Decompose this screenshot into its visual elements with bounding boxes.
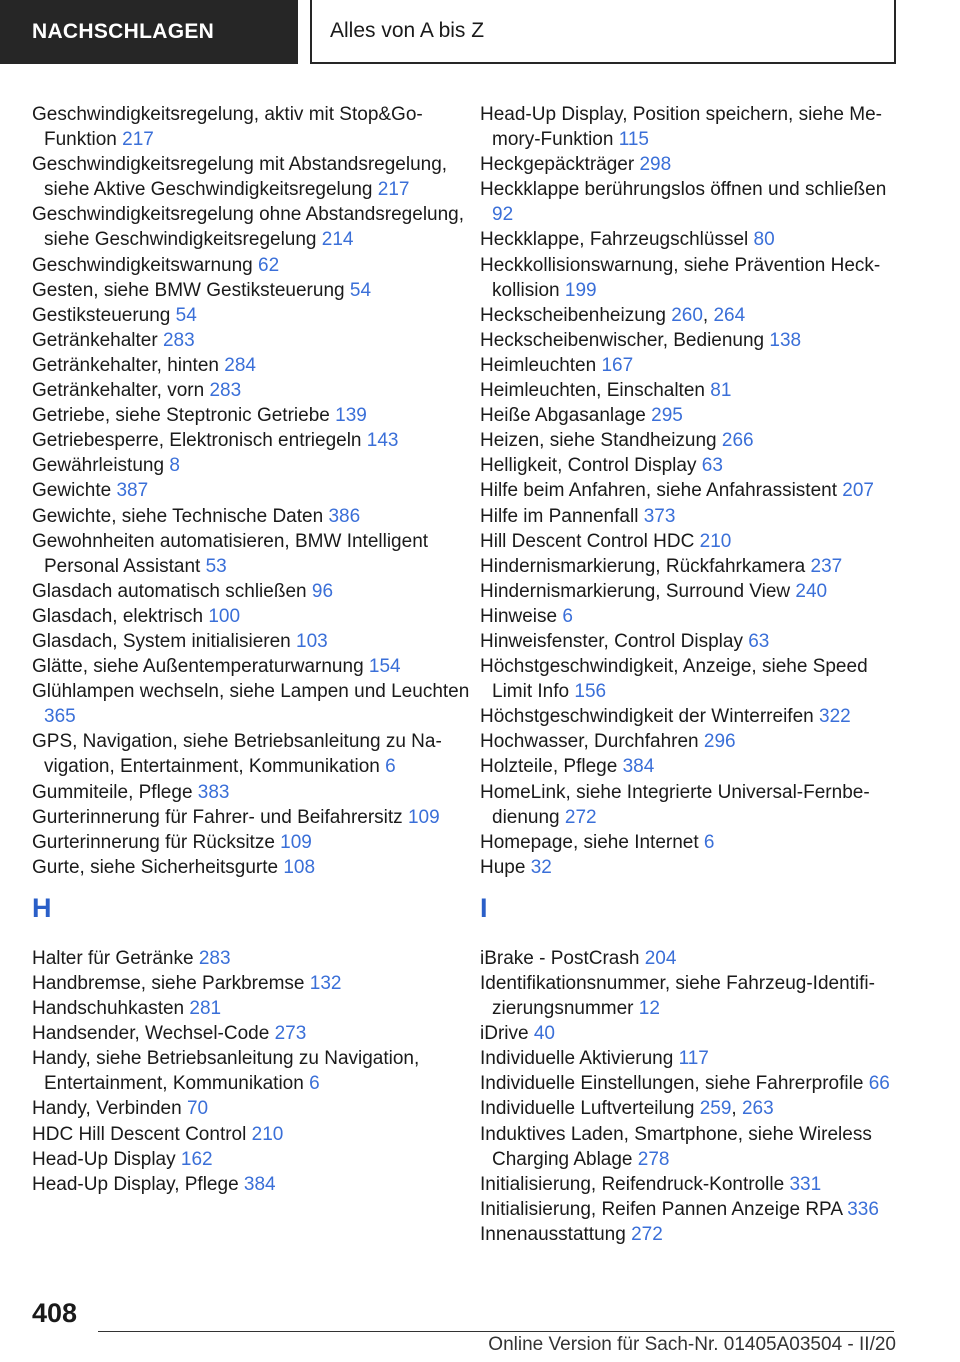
page-link[interactable]: 281 — [189, 998, 222, 1020]
index-column-right — [480, 102, 900, 1247]
index-term: Heimleuchten — [480, 354, 597, 376]
page-link[interactable]: 207 — [842, 480, 874, 502]
index-term: Initialisierung, Reifendruck-Kontrolle — [480, 1173, 785, 1195]
index-entry — [32, 780, 472, 805]
index-term: Hinweise — [480, 605, 558, 627]
page-link[interactable]: 154 — [368, 656, 401, 678]
page-link[interactable]: 272 — [631, 1223, 663, 1245]
index-term: Gurterinnerung für Rücksitze — [32, 831, 275, 853]
index-entry — [32, 805, 472, 830]
index-entry — [480, 1122, 900, 1172]
page-link[interactable]: 273 — [274, 1023, 307, 1045]
page-link[interactable]: 143 — [366, 430, 399, 452]
index-entry — [480, 754, 900, 779]
index-entry — [32, 102, 472, 152]
index-term: GPS, Navigation, siehe Betriebsanleitung zu Navigation, Entertainment, Kommunikation — [32, 731, 442, 778]
index-entry — [480, 353, 900, 378]
index-term: Halter für Getränke — [32, 947, 194, 969]
index-term: Heckklappe, Fahrzeugschlüssel — [480, 229, 749, 251]
page-link[interactable]: 109 — [407, 806, 440, 828]
page-link[interactable]: 92 — [492, 204, 514, 226]
index-entry — [480, 654, 900, 704]
page-link[interactable]: 210 — [251, 1123, 284, 1145]
page-link[interactable]: 62 — [258, 254, 280, 276]
index-entry — [32, 579, 472, 604]
index-term: Head-Up Display, Position speichern, siehe Memory-Funktion — [480, 104, 882, 151]
index-term: Geschwindigkeitswarnung — [32, 254, 253, 276]
index-term: Handschuhkasten — [32, 998, 185, 1020]
index-entry — [480, 1222, 900, 1247]
index-term: Getränkehalter, hinten — [32, 354, 219, 376]
page-link[interactable]: 373 — [643, 505, 676, 527]
index-term: Homepage, siehe Internet — [480, 831, 699, 853]
index-entry — [480, 428, 900, 453]
index-term: iDrive — [480, 1023, 529, 1045]
index-term: Heckklappe berührungslos öffnen und schließen — [480, 179, 887, 201]
page-link[interactable]: 384 — [622, 756, 655, 778]
footer-divider — [98, 1331, 894, 1332]
page-link[interactable]: 139 — [335, 405, 367, 427]
index-entry — [32, 478, 472, 503]
page-link[interactable]: 6 — [309, 1073, 320, 1095]
page-link[interactable]: 331 — [789, 1173, 822, 1195]
index-term: Glasdach, elektrisch — [32, 605, 204, 627]
index-term: Heiße Abgasanlage — [480, 405, 646, 427]
page-link[interactable]: 81 — [710, 380, 732, 402]
page-link[interactable]: 204 — [644, 947, 677, 969]
page-link[interactable]: 383 — [197, 781, 230, 803]
index-entry — [32, 453, 472, 478]
index-term: Geschwindigkeitsregelung, aktiv mit Stop&Go-Funktion — [32, 104, 423, 151]
index-entry — [32, 152, 472, 202]
index-entry — [32, 729, 472, 779]
index-term: Hupe — [480, 856, 526, 878]
index-entry — [32, 1172, 472, 1197]
page-link[interactable]: 6 — [385, 756, 396, 778]
index-term: Höchstgeschwindigkeit der Winterreifen — [480, 706, 814, 728]
index-entry — [480, 152, 900, 177]
index-entry — [32, 1046, 472, 1096]
index-entry — [480, 403, 900, 428]
page-link[interactable]: 70 — [186, 1098, 209, 1120]
index-entry — [32, 253, 472, 278]
index-letter-h: H — [32, 892, 52, 923]
index-entry — [32, 946, 472, 971]
index-term: Heizen, siehe Standheizung — [480, 430, 717, 452]
index-term: Gewichte, siehe Technische Daten — [32, 505, 324, 527]
page-link[interactable]: 322 — [819, 706, 851, 728]
footer-text: Online Version für Sach-Nr. 01405A03504 - II/20 — [488, 1334, 896, 1355]
page-link[interactable]: 260 — [671, 304, 703, 326]
index-term: Getränkehalter — [32, 329, 158, 351]
index-entry — [480, 504, 900, 529]
index-term: Gummiteile, Pflege — [32, 781, 193, 803]
index-entry — [480, 1071, 900, 1096]
index-entry — [32, 971, 472, 996]
page-link[interactable]: 210 — [699, 530, 732, 552]
index-term: Hilfe im Pannenfall — [480, 505, 639, 527]
index-term: Hilfe beim Anfahren, siehe Anfahrassistent — [480, 480, 837, 502]
page-link[interactable]: 283 — [198, 947, 231, 969]
page-link[interactable]: 296 — [703, 731, 736, 753]
index-term: Handbremse, siehe Parkbremse — [32, 973, 305, 994]
index-entry — [32, 1147, 472, 1172]
index-entry — [32, 1096, 472, 1121]
page-link[interactable]: 80 — [753, 229, 775, 251]
page-link[interactable]: 386 — [328, 505, 361, 527]
index-term: Geschwindigkeitsregelung ohne Abstandsregelung, siehe Geschwindigkeitsregelung — [32, 204, 465, 251]
index-term: Glätte, siehe Außentemperaturwarnung — [32, 656, 364, 678]
page-link[interactable]: 132 — [309, 973, 342, 994]
page-link[interactable]: 217 — [377, 179, 410, 201]
page-link[interactable]: 109 — [280, 831, 312, 853]
index-term: Handy, Verbinden — [32, 1098, 182, 1120]
index-term: Getriebe, siehe Steptronic Getriebe — [32, 405, 330, 427]
page-link[interactable]: 384 — [243, 1173, 276, 1195]
index-entry — [480, 1172, 900, 1197]
index-entry — [32, 654, 472, 679]
page-link[interactable]: 115 — [618, 129, 649, 151]
index-term: Glasdach, System initialisieren — [32, 630, 291, 652]
page-link[interactable]: 272 — [564, 806, 597, 828]
page-link[interactable]: 162 — [180, 1148, 213, 1170]
index-term: Initialisierung, Reifen Pannen Anzeige RPA — [480, 1198, 842, 1220]
index-entry — [480, 946, 900, 971]
index-group-h-continued — [480, 102, 900, 880]
index-entry — [480, 855, 900, 880]
index-term: Gewohnheiten automatisieren, BMW Intelligent Personal Assistant — [32, 530, 429, 577]
index-term: Hindernismarkierung, Rückfahrkamera — [480, 555, 806, 577]
page-link[interactable]: 54 — [349, 279, 372, 301]
index-entry — [480, 177, 900, 227]
index-entry — [32, 529, 472, 579]
page-link[interactable]: 138 — [769, 329, 802, 351]
index-entry — [32, 504, 472, 529]
index-entry — [480, 729, 900, 754]
page-link[interactable]: 259 — [699, 1098, 732, 1120]
index-entry — [480, 529, 900, 554]
index-entry — [32, 353, 472, 378]
index-term: iBrake - PostCrash — [480, 947, 640, 969]
index-term: Hinweisfenster, Control Display — [480, 630, 743, 652]
page-link[interactable]: 217 — [122, 129, 154, 151]
index-term: Handsender, Wechsel-Code — [32, 1023, 270, 1045]
page-link[interactable]: 54 — [175, 304, 197, 326]
page-link[interactable]: 40 — [533, 1023, 555, 1045]
index-term: Holzteile, Pflege — [480, 756, 618, 778]
page-link[interactable]: 108 — [283, 856, 316, 878]
chapter-title: Alles von A bis Z — [310, 0, 896, 64]
index-entry — [32, 855, 472, 880]
page-link[interactable]: 240 — [795, 580, 828, 602]
index-term: Gewichte — [32, 480, 112, 502]
index-term: Heckscheibenwischer, Bedienung — [480, 329, 765, 351]
index-entry — [480, 378, 900, 403]
page-link[interactable]: 156 — [574, 681, 607, 703]
page-link[interactable]: 66 — [868, 1073, 890, 1095]
page-link[interactable]: 295 — [651, 405, 683, 427]
page-link[interactable]: 283 — [209, 380, 242, 402]
index-entry — [480, 971, 900, 1021]
index-term: Hochwasser, Durchfahren — [480, 731, 699, 753]
index-term: Head-Up Display — [32, 1148, 176, 1170]
index-term: Heckgepäckträger — [480, 154, 635, 176]
index-term: Helligkeit, Control Display — [480, 455, 697, 477]
index-entry — [480, 328, 900, 353]
index-entry — [32, 679, 472, 729]
index-entry — [480, 1046, 900, 1071]
page-link[interactable]: 284 — [224, 354, 256, 376]
index-entry — [480, 1021, 900, 1046]
index-term: Gurterinnerung für Fahrer- und Beifahrersitz — [32, 806, 403, 828]
index-term: Gestiksteuerung — [32, 304, 171, 326]
section-label: NACHSCHLAGEN — [0, 0, 298, 64]
page-link[interactable]: 63 — [701, 455, 723, 477]
index-entry — [32, 303, 472, 328]
page-link[interactable]: 214 — [321, 229, 354, 251]
index-term: Handy, siehe Betriebsanleitung zu Navigation, Entertainment, Kommunikation — [32, 1048, 420, 1095]
index-term: Glühlampen wechseln, siehe Lampen und Leuchten — [32, 681, 470, 703]
index-entry: Individuelle Luftverteilung 259, 263 — [480, 1098, 774, 1120]
page-link[interactable]: 103 — [296, 630, 328, 652]
index-column-left — [32, 102, 472, 1197]
index-term: Individuelle Einstellungen, siehe Fahrerprofile — [480, 1073, 864, 1095]
page-header — [0, 0, 960, 64]
page-link[interactable]: 264 — [713, 304, 746, 326]
page-link[interactable]: 266 — [721, 430, 754, 452]
page-link[interactable]: 96 — [311, 580, 334, 602]
index-entry — [480, 579, 900, 604]
index-term: Getränkehalter, vorn — [32, 380, 205, 402]
index-entry — [32, 1122, 472, 1147]
index-entry — [480, 102, 900, 152]
page-link[interactable]: 32 — [530, 856, 552, 878]
index-entry — [480, 1197, 900, 1222]
index-entry — [32, 328, 472, 353]
page-link[interactable]: 100 — [208, 605, 241, 627]
index-entry — [32, 629, 472, 654]
index-entry — [32, 403, 472, 428]
index-term: Head-Up Display, Pflege — [32, 1173, 239, 1195]
index-term: Hill Descent Control HDC — [480, 530, 695, 552]
page-link[interactable]: 63 — [748, 630, 770, 652]
index-letter-i: I — [480, 892, 488, 923]
index-term: Glasdach automatisch schließen — [32, 580, 307, 602]
page-number: 408 — [32, 1298, 78, 1328]
index-group-h — [32, 946, 472, 1197]
index-entry — [32, 278, 472, 303]
index-entry — [32, 830, 472, 855]
page-link[interactable]: 237 — [810, 555, 843, 577]
index-term: Innenausstattung — [480, 1223, 626, 1245]
page-link[interactable]: 283 — [162, 329, 195, 351]
index-term: Heckscheibenheizung — [480, 304, 666, 326]
index-entry — [32, 996, 472, 1021]
page-link[interactable]: 365 — [44, 706, 76, 728]
index-entry — [480, 704, 900, 729]
index-term: HomeLink, siehe Integrierte Universal-Fernbedienung — [480, 781, 870, 828]
index-term: Individuelle Luftverteilung — [480, 1098, 695, 1120]
page-link[interactable]: 263 — [741, 1098, 774, 1120]
index-term: Höchstgeschwindigkeit, Anzeige, siehe Speed Limit Info — [480, 656, 868, 703]
index-entry — [480, 478, 900, 503]
page-link[interactable]: 336 — [847, 1198, 879, 1220]
index-group-g — [32, 102, 472, 880]
page-link[interactable]: 12 — [638, 998, 660, 1020]
index-entry — [32, 1021, 472, 1046]
index-term: Geschwindigkeitsregelung mit Abstandsregelung, siehe Aktive Geschwindigkeitsregelung — [32, 154, 448, 201]
index-term: Gesten, siehe BMW Gestiksteuerung — [32, 279, 345, 301]
index-term: Induktives Laden, Smartphone, siehe Wireless Charging Ablage — [480, 1123, 872, 1170]
index-term: Identifikationsnummer, siehe Fahrzeug-Identifizierungsnummer — [480, 973, 875, 1020]
index-entry — [480, 629, 900, 654]
index-term: Hindernismarkierung, Surround View — [480, 580, 791, 602]
page-link[interactable]: 167 — [601, 354, 634, 376]
index-term: Gewährleistung — [32, 455, 165, 477]
index-entry: Heckscheibenheizung 260, 264 — [480, 304, 746, 326]
index-entry — [32, 604, 472, 629]
page-link[interactable]: 53 — [205, 555, 227, 577]
index-term: Heimleuchten, Einschalten — [480, 380, 705, 402]
page-link[interactable]: 117 — [678, 1048, 709, 1070]
index-entry — [480, 227, 900, 252]
index-term: Gurte, siehe Sicherheitsgurte — [32, 856, 279, 878]
index-group-i — [480, 946, 900, 1247]
page-link[interactable]: 199 — [564, 279, 597, 301]
index-entry — [480, 253, 900, 303]
index-entry — [480, 780, 900, 830]
index-entry — [480, 604, 900, 629]
index-term: Heckkollisionswarnung, siehe Prävention Heckkollision — [480, 254, 881, 301]
page-link[interactable]: 278 — [637, 1148, 670, 1170]
index-entry — [32, 428, 472, 453]
page-link[interactable]: 387 — [116, 480, 149, 502]
page-link[interactable]: 8 — [169, 455, 180, 477]
index-entry — [32, 378, 472, 403]
index-term: HDC Hill Descent Control — [32, 1123, 247, 1145]
index-term: Individuelle Aktivierung — [480, 1048, 674, 1070]
page-link[interactable]: 298 — [639, 154, 672, 176]
index-entry — [32, 202, 472, 252]
index-entry — [480, 453, 900, 478]
index-entry — [480, 554, 900, 579]
page-link[interactable]: 6 — [562, 605, 573, 627]
page-link[interactable]: 6 — [703, 831, 715, 853]
index-term: Getriebesperre, Elektronisch entriegeln — [32, 430, 362, 452]
index-entry — [480, 830, 900, 855]
